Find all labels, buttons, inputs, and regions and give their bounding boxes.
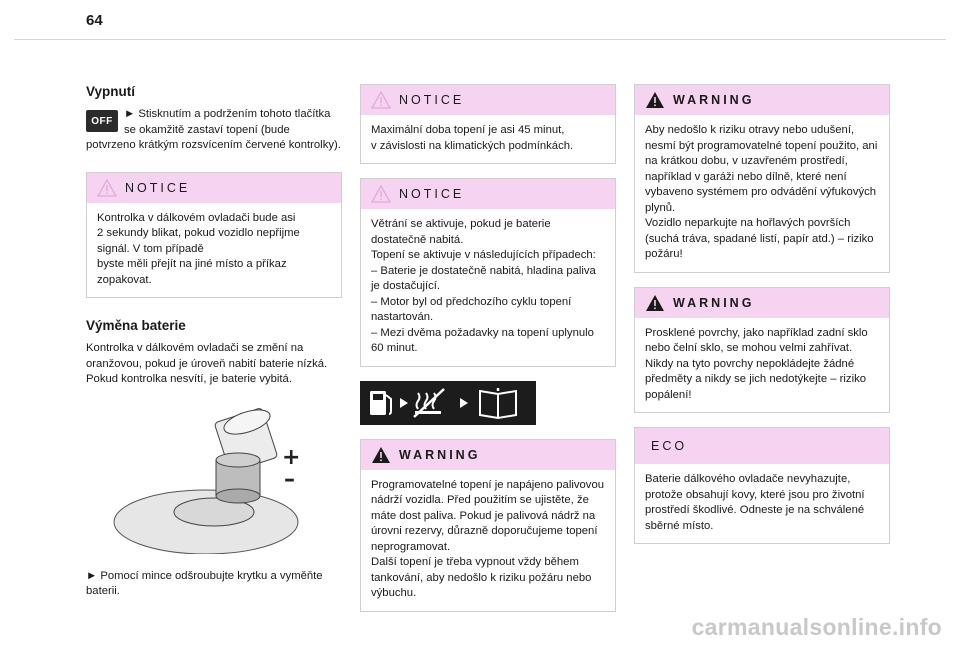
notice-triangle-icon <box>371 185 391 203</box>
notice-line: – Baterie je dostatečně nabitá, hladina paliva je dostačující. <box>371 264 596 292</box>
notice-line: 2 sekundy blikat, pokud vozidlo nepřijme <box>97 227 300 239</box>
notice-body <box>361 115 615 163</box>
warning-line: Vozidlo neparkujte na hořlavých površích (suchá tráva, spadané listí, papír atd.) – riziko požáru! <box>645 217 874 260</box>
plus-sign: + <box>282 444 301 470</box>
warning-box-2 <box>634 84 890 273</box>
notice-line: signál. V tom případě <box>97 242 204 255</box>
warning-line: Další topení je třeba vypnout vždy během tankování, aby nedošlo k riziku požáru nebo výbuchu. <box>371 556 592 599</box>
battery-caption: ► Pomocí mince odšroubujte krytku a vyměňte baterii. <box>86 569 323 597</box>
warning-triangle-icon <box>371 446 391 464</box>
notice-box-1 <box>86 172 342 299</box>
warning-label: WARNING <box>673 295 755 310</box>
eco-body <box>635 464 889 543</box>
battery-illustration <box>96 402 326 554</box>
eco-box <box>634 427 890 544</box>
notice-body <box>87 203 341 298</box>
notice-line: Kontrolka v dálkovém ovladači bude asi <box>97 211 296 224</box>
instruction-icon-strip <box>360 381 536 425</box>
notice-line: dostatečně nabitá. <box>371 233 464 246</box>
minus-sign: – <box>284 466 295 492</box>
warning-label: WARNING <box>673 93 755 107</box>
off-section <box>86 107 342 154</box>
notice-line: Maximální doba topení je asi 45 minut, <box>371 124 565 136</box>
notice-label: NOTICE <box>399 93 465 107</box>
warning-box-1 <box>360 439 616 612</box>
notice-label: NOTICE <box>125 180 191 195</box>
notice-line: – Motor byl od předchozího cyklu topení nastartován. <box>371 295 572 323</box>
notice-label: NOTICE <box>399 187 465 201</box>
notice-triangle-icon <box>371 91 391 109</box>
warning-body <box>361 470 615 611</box>
warning-line: Programovatelné topení je napájeno palivovou nádrží vozidla. Před použitím se ujistěte, že máte dost paliva. Pokud je palivová nádrž na úrovni rezervy, důrazně doporučujeme topení neprogramovat. <box>371 478 605 553</box>
warning-header <box>635 288 889 318</box>
battery-section-title: Výměna baterie <box>86 318 186 333</box>
warning-header <box>635 85 889 115</box>
notice-box-3 <box>360 178 616 367</box>
page-number: 64 <box>86 12 103 29</box>
watermark: carmanualsonline.info <box>691 614 942 640</box>
notice-box-2 <box>360 84 616 164</box>
notice-line: byste měli přejít na jiné místo a příkaz <box>97 258 287 270</box>
eco-label: ECO <box>651 439 688 453</box>
battery-section-text: Kontrolka v dálkovém ovladači se změní na oranžovou, pokud je úroveň nabití baterie nízká. Pokud kontrolka nesvítí, je baterie vybitá. <box>86 342 328 385</box>
warning-line: Aby nedošlo k riziku otravy nebo udušení, nesmí být programovatelné topení použito, ani na krátkou dobu, v uzavřeném prostředí, například v garáži nebo dílně, které není vybaveno systémem pro odvádění výfukových plynů. <box>645 124 878 214</box>
off-section-text: ► Stisknutím a podržením tohoto tlačítka se okamžitě zastaví topení (bude potvrzeno krátkým rozsvícením červené kontrolky). <box>86 108 341 151</box>
notice-line: zopakovat. <box>97 273 152 286</box>
off-button-icon: OFF <box>86 110 118 132</box>
notice-line: Topení se aktivuje v následujících případech: <box>371 249 596 261</box>
notice-header <box>361 85 615 115</box>
notice-header <box>87 173 341 203</box>
column-2 <box>360 84 616 612</box>
warning-label: WARNING <box>399 447 481 462</box>
notice-line: v závislosti na klimatických podmínkách. <box>371 139 574 152</box>
notice-triangle-icon <box>97 179 117 197</box>
notice-line: Větrání se aktivuje, pokud je baterie <box>371 218 551 230</box>
warning-triangle-icon <box>645 294 665 312</box>
warning-body <box>635 115 889 272</box>
off-section-title: Vypnutí <box>86 84 135 99</box>
eco-line: Baterie dálkového ovladače nevyhazujte, protože obsahují kovy, které jsou pro životní prostředí škodlivé. Odneste je na schválené sběrné místo. <box>645 473 865 532</box>
top-rule <box>14 39 946 40</box>
warning-triangle-icon <box>645 91 665 109</box>
notice-line: – Mezi dvěma požadavky na topení uplynulo 60 minut. <box>371 326 594 354</box>
eco-header <box>635 428 889 464</box>
notice-body <box>361 209 615 366</box>
warning-header <box>361 440 615 470</box>
column-3 <box>634 84 890 544</box>
column-1 <box>86 84 342 600</box>
warning-line: Prosklené povrchy, jako například zadní sklo nebo čelní sklo, se mohou velmi zahřívat. Nikdy na tyto povrchy nepokládejte žádné předměty a nikdy se jich nedotýkejte – riziko popálení! <box>645 326 868 401</box>
warning-box-3 <box>634 287 890 414</box>
notice-header <box>361 179 615 209</box>
warning-body <box>635 318 889 413</box>
